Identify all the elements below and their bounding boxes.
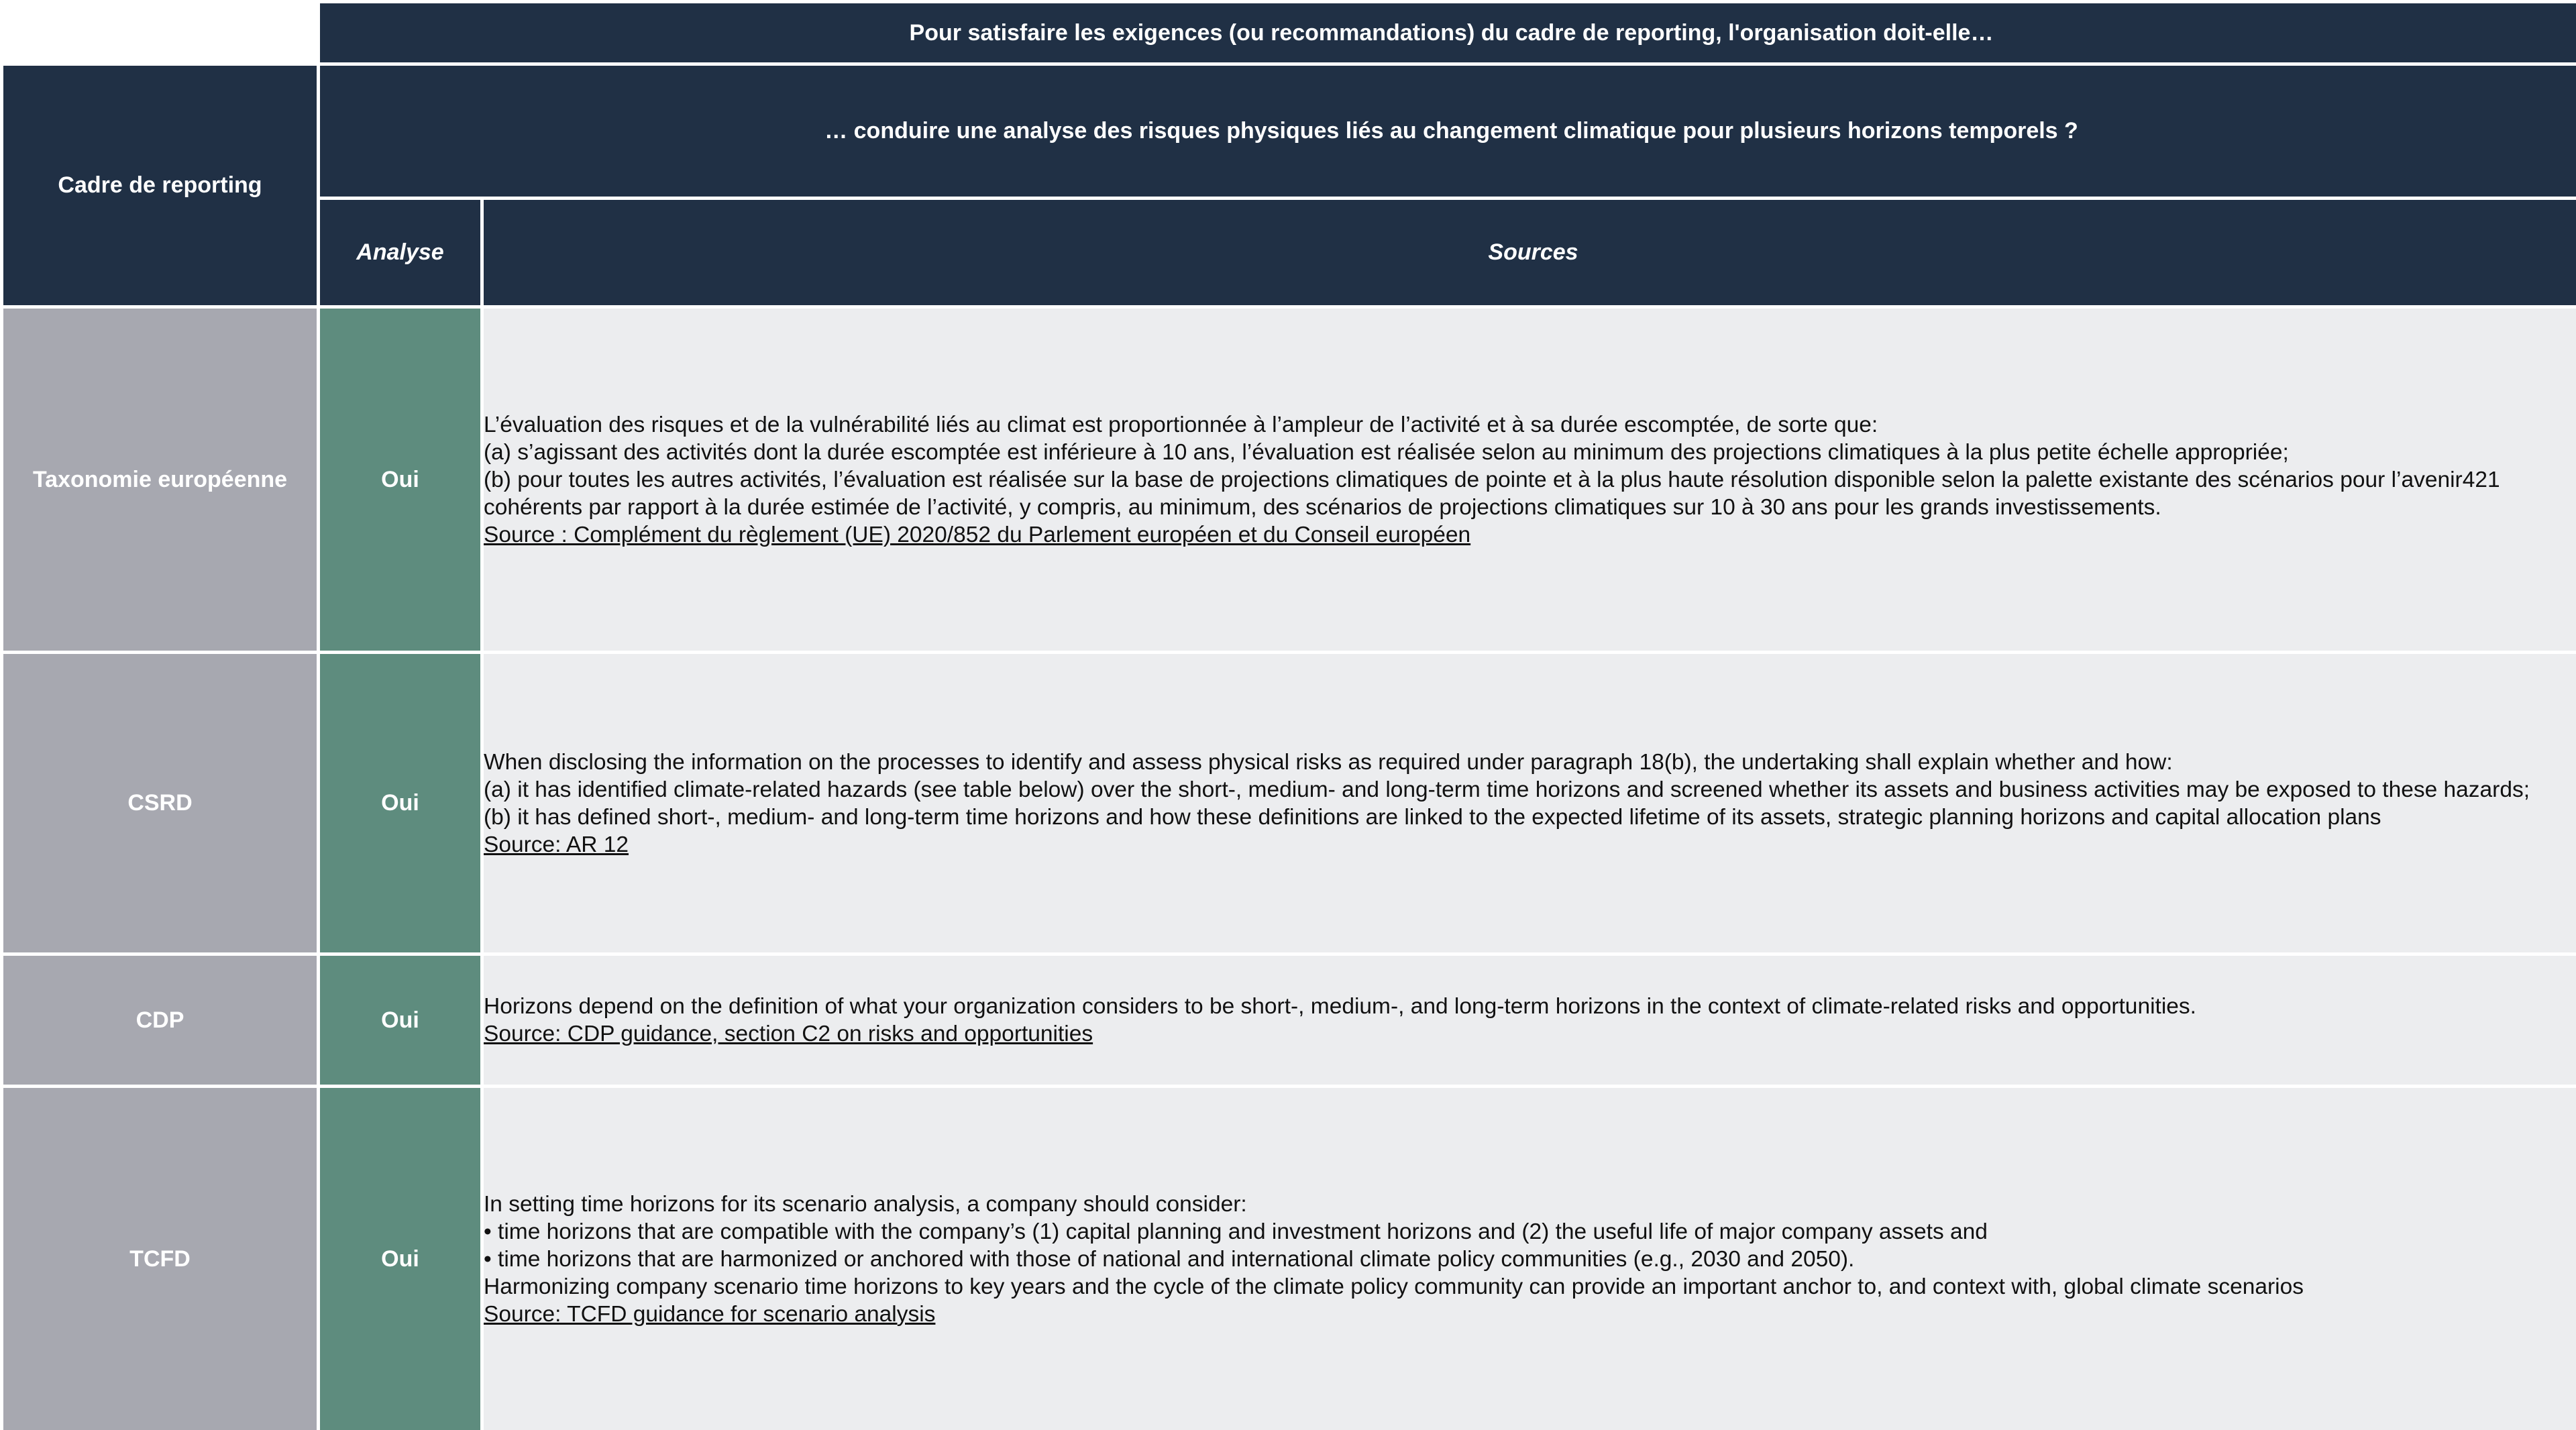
header-analysis: Analyse — [320, 200, 480, 305]
header-physical-risk-question: … conduire une analyse des risques physiques liés au changement climatique pour plusieurs horizons temporels ? — [320, 66, 2576, 197]
source-reference-link[interactable]: Source: CDP guidance, section C2 on risks and opportunities — [484, 1022, 1093, 1046]
header-sources: Sources — [484, 200, 2576, 305]
analysis-tcfd: Oui — [320, 1088, 480, 1430]
source-text-line: (a) it has identified climate-related hazards (see table below) over the short-, medium- and long-term time horizons and screened whether its assets and business activities may be exposed to these hazards; — [484, 777, 2530, 802]
source-text-line: L’évaluation des risques et de la vulnérabilité liés au climat est proportionnée à l’ampleur de l’activité et à sa durée escomptée, de sorte que: — [484, 412, 1878, 437]
source-reference-link[interactable]: Source : Complément du règlement (UE) 2020/852 du Parlement européen et du Conseil européen — [484, 522, 1471, 547]
analysis-csrd: Oui — [320, 654, 480, 952]
sources-taxonomie — [484, 309, 2576, 651]
sources-tcfd — [484, 1088, 2576, 1430]
framework-taxonomie: Taxonomie européenne — [3, 309, 317, 651]
sources-cdp — [484, 956, 2576, 1085]
source-text-line: When disclosing the information on the processes to identify and assess physical risks as required under paragraph 18(b), the undertaking shall explain whether and how: — [484, 749, 2173, 775]
source-reference-link[interactable]: Source: TCFD guidance for scenario analysis — [484, 1301, 936, 1327]
source-text-line: • time horizons that are compatible with the company’s (1) capital planning and investment horizons and (2) the useful life of major company assets and — [484, 1219, 1988, 1244]
source-text-line: Harmonizing company scenario time horizons to key years and the cycle of the climate policy community can provide an important anchor to, and context with, global climate scenarios — [484, 1274, 2304, 1299]
source-text-line: • time horizons that are harmonized or anchored with those of national and international climate policy communities (e.g., 2030 and 2050). — [484, 1246, 1855, 1272]
header-reporting-framework: Cadre de reporting — [3, 66, 317, 305]
source-text-line: (a) s’agissant des activités dont la durée escomptée est inférieure à 10 ans, l’évaluation est réalisée selon au minimum des projections climatiques à la plus petite échelle appropriée; — [484, 439, 2289, 465]
analysis-cdp: Oui — [320, 956, 480, 1085]
source-text-line: (b) it has defined short-, medium- and long-term time horizons and how these definitions are linked to the expected lifetime of its assets, strategic planning horizons and capital allocation plans — [484, 804, 2381, 830]
framework-csrd: CSRD — [3, 654, 317, 952]
analysis-taxonomie: Oui — [320, 309, 480, 651]
source-text-line: (b) pour toutes les autres activités, l’évaluation est réalisée sur la base de projections climatiques de pointe et à la plus haute résolution disponible selon la palette existante des scénarios pour l’avenir421 cohérents par rapport à la durée estimée de l’activité, y compris, au minimum, des scénarios de projections climatiques sur 10 à 30 ans pour les grands investissements. — [484, 467, 2500, 520]
source-text-line: In setting time horizons for its scenario analysis, a company should consider: — [484, 1191, 1247, 1217]
source-reference-link[interactable]: Source: AR 12 — [484, 832, 629, 857]
framework-cdp: CDP — [3, 956, 317, 1085]
framework-tcfd: TCFD — [3, 1088, 317, 1430]
sources-csrd — [484, 654, 2576, 952]
header-top-question: Pour satisfaire les exigences (ou recommandations) du cadre de reporting, l'organisation doit-elle… — [320, 3, 2576, 62]
empty-corner-cell — [3, 3, 317, 62]
source-text-line: Horizons depend on the definition of what your organization considers to be short-, medium-, and long-term horizons in the context of climate-related risks and opportunities. — [484, 994, 2196, 1019]
